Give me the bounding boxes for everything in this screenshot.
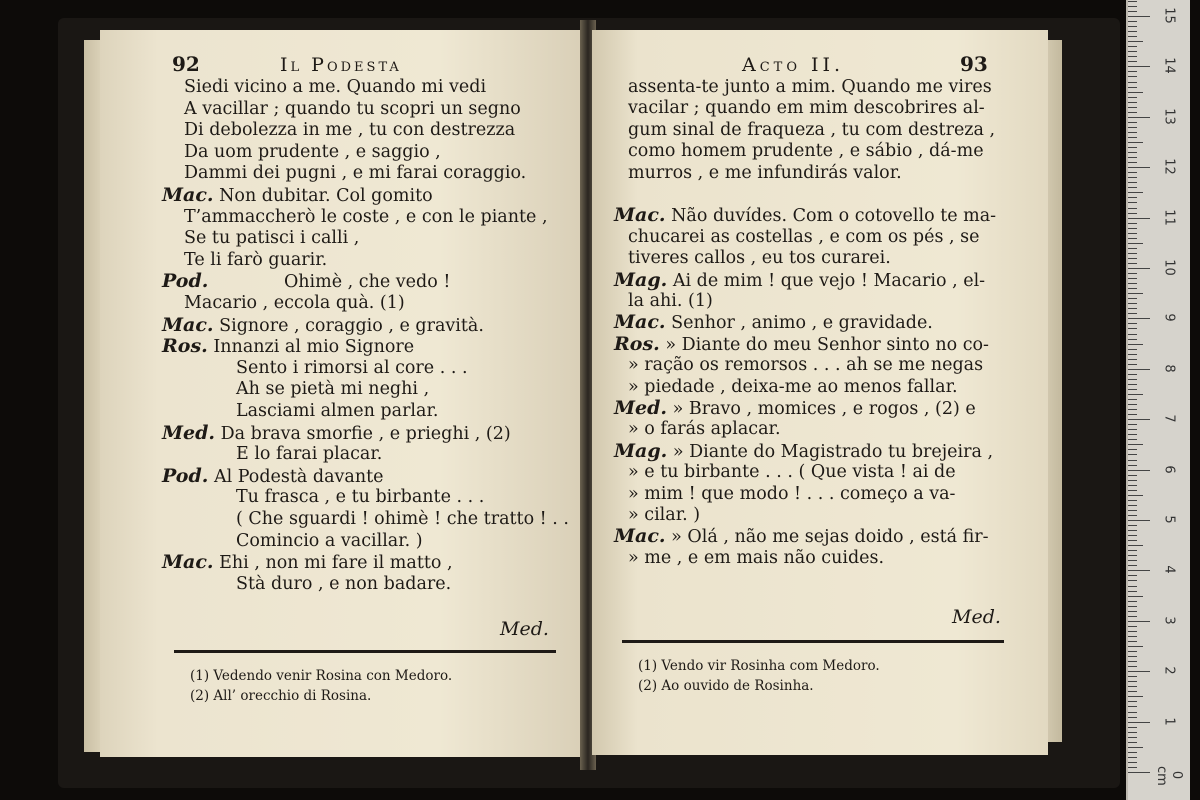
line-text: [614, 184, 628, 204]
ruler-tick: [1128, 651, 1137, 652]
left-text-line: [162, 551, 453, 574]
ruler-tick: [1128, 424, 1137, 425]
ruler-number: 2: [1161, 666, 1177, 675]
line-text: Di debolezza in me , tu con destrezza: [184, 120, 516, 141]
ruler-number: 6: [1161, 464, 1177, 474]
ruler-tick: [1128, 666, 1137, 667]
ruler-tick: [1128, 87, 1137, 88]
ruler-tick: [1128, 1, 1137, 2]
ruler-tick: [1128, 701, 1137, 702]
ruler-tick: [1128, 11, 1137, 12]
ruler-tick: [1128, 641, 1137, 642]
ruler-tick: [1128, 66, 1150, 67]
right-page: [592, 30, 1048, 755]
ruler-tick: [1128, 364, 1137, 365]
left-text-line: [162, 184, 433, 207]
ruler-tick: [1128, 258, 1137, 259]
right-text-line: [614, 140, 984, 162]
ruler-tick: [1128, 671, 1150, 672]
ruler-tick: [1128, 248, 1137, 249]
line-text: » o farás aplacar.: [628, 419, 781, 440]
ruler-tick: [1128, 737, 1137, 738]
ruler-tick: [1128, 152, 1137, 153]
ruler-tick: [1128, 177, 1137, 178]
ruler-tick: [1128, 318, 1150, 319]
ruler-tick: [1128, 404, 1137, 405]
left-text-line: [162, 530, 423, 552]
ruler-number: 10: [1161, 259, 1177, 276]
ruler-tick: [1128, 26, 1137, 27]
ruler-tick: [1128, 167, 1150, 168]
ruler-tick: [1128, 555, 1137, 556]
speaker-label: Ros.: [162, 335, 208, 358]
ruler-tick: [1128, 303, 1137, 304]
right-text-line: [614, 418, 781, 440]
ruler-tick: [1128, 596, 1143, 597]
ruler-tick: [1128, 339, 1137, 340]
line-text: » Olá , não me sejas doido , está fir-: [671, 527, 989, 548]
ruler-tick: [1128, 253, 1137, 254]
speaker-label: Pod.: [162, 270, 209, 293]
ruler-tick: [1128, 500, 1137, 501]
right-text-line: [614, 525, 989, 548]
ruler-tick: [1128, 187, 1137, 188]
right-text-line: [614, 290, 713, 312]
ruler-tick: [1128, 359, 1137, 360]
ruler-tick: [1128, 439, 1137, 440]
ruler-tick: [1128, 218, 1150, 219]
line-text: E lo farai placar.: [236, 444, 383, 465]
left-text-line: [162, 162, 526, 184]
speaker-label: Med.: [162, 421, 216, 444]
right-text-line: [614, 547, 884, 569]
ruler-number: 8: [1161, 364, 1177, 373]
ruler-tick: [1128, 344, 1143, 345]
ruler-tick: [1128, 268, 1150, 269]
ruler-tick: [1128, 213, 1137, 214]
line-text: assenta-te junto a mim. Quando me vires: [628, 77, 992, 97]
ruler-tick: [1128, 545, 1143, 546]
ruler-tick: [1128, 772, 1150, 773]
line-text: murros , e me infundirás valor.: [628, 162, 902, 183]
line-text: Innanzi al mio Signore: [213, 337, 415, 358]
ruler-tick: [1128, 681, 1137, 682]
ruler-tick: [1128, 490, 1137, 491]
ruler-tick: [1128, 480, 1137, 481]
ruler-tick: [1128, 41, 1143, 42]
ruler-number: 3: [1161, 616, 1177, 625]
ruler-tick: [1128, 530, 1137, 531]
right-text-line: [614, 97, 985, 119]
line-text: chucarei as costellas , e com os pés , se: [628, 226, 980, 247]
speaker-label: Mac.: [614, 311, 666, 334]
line-text: Ehi , non mi fare il matto ,: [219, 553, 453, 574]
line-text: Tu frasca , e tu birbante . . .: [236, 487, 485, 508]
ruler-tick: [1128, 142, 1143, 143]
ruler-tick: [1128, 570, 1150, 571]
ruler-tick: [1128, 762, 1137, 763]
right-text-line: [614, 440, 993, 463]
ruler-tick: [1128, 485, 1137, 486]
right-footnote-1: (1) Vendo vir Rosinha com Medoro.: [638, 658, 880, 674]
ruler-tick: [1128, 535, 1137, 536]
ruler-tick: [1128, 656, 1137, 657]
ruler-tick: [1128, 626, 1137, 627]
ruler-tick: [1128, 460, 1137, 461]
ruler-tick: [1128, 182, 1137, 183]
line-text: A vacillar ; quando tu scopri un segno: [184, 98, 521, 119]
ruler-tick: [1128, 31, 1137, 32]
right-text-line: [614, 247, 891, 269]
line-text: ( Che sguardi ! ohimè ! che tratto ! . .: [236, 509, 569, 529]
ruler-tick: [1128, 328, 1137, 329]
ruler-tick: [1128, 82, 1137, 83]
ruler-number: 9: [1161, 313, 1177, 323]
line-text: T’ammaccherò le coste , e con le piante ,: [184, 206, 548, 227]
right-text-line: [614, 354, 983, 376]
left-text-line: [162, 486, 484, 508]
ruler-tick: [1128, 454, 1137, 455]
ruler-tick: [1128, 233, 1137, 234]
left-text-line: [162, 378, 429, 400]
ruler-tick: [1128, 21, 1137, 22]
ruler-tick: [1128, 591, 1137, 592]
ruler-tick: [1128, 580, 1137, 581]
right-text-line: [614, 461, 956, 483]
ruler-tick: [1128, 399, 1137, 400]
ruler-number: 12: [1161, 158, 1177, 175]
ruler-tick: [1128, 696, 1143, 697]
ruler-tick: [1128, 676, 1137, 677]
ruler-tick: [1128, 107, 1137, 108]
right-text-line: [614, 119, 995, 141]
line-text: Non dubitar. Col gomito: [219, 186, 433, 206]
left-text-line: [162, 443, 382, 465]
ruler-tick: [1128, 470, 1150, 471]
right-text-line: [614, 162, 902, 184]
line-text: » ração os remorsos . . . ah se me negas: [628, 355, 984, 376]
ruler-tick: [1128, 349, 1137, 350]
ruler-tick: [1128, 631, 1137, 632]
line-text: Ah se pietà mi neghi ,: [236, 379, 430, 400]
ruler-tick: [1128, 147, 1137, 148]
ruler-tick: [1128, 122, 1137, 123]
left-text-line: [162, 98, 521, 120]
ruler-tick: [1128, 712, 1137, 713]
ruler-tick: [1128, 515, 1137, 516]
ruler-number: 1: [1161, 716, 1177, 726]
ruler-tick: [1128, 520, 1150, 521]
line-text: gum sinal de fraqueza , tu com destreza ,: [628, 119, 996, 140]
left-text-line: [162, 292, 405, 314]
line-text: Senhor , animo , e gravidade.: [671, 313, 933, 334]
speaker-label: Ros.: [614, 332, 660, 355]
right-text-line: [614, 397, 976, 420]
line-text: como homem prudente , e sábio , dá-me: [628, 141, 984, 162]
right-text-line: [614, 76, 992, 98]
line-text: » cilar. ): [628, 505, 701, 525]
right-text-line: [614, 204, 996, 227]
ruler-tick: [1128, 6, 1137, 7]
ruler-tick: [1128, 540, 1137, 541]
left-text-line: [162, 314, 484, 337]
ruler-tick: [1128, 717, 1137, 718]
ruler-tick: [1128, 394, 1143, 395]
ruler-tick: [1128, 202, 1137, 203]
ruler-tick: [1128, 732, 1137, 733]
line-text: » piedade , deixa-me ao menos fallar.: [628, 376, 958, 397]
ruler-tick: [1128, 197, 1137, 198]
speaker-label: Mag.: [614, 268, 668, 291]
ruler-tick: [1128, 132, 1137, 133]
ruler-tick: [1128, 379, 1137, 380]
speaker-label: Mag.: [614, 439, 668, 462]
ruler-tick: [1128, 36, 1137, 37]
ruler-tick: [1128, 71, 1137, 72]
left-text-line: [162, 270, 450, 293]
measuring-ruler: [1126, 0, 1190, 800]
left-text-line: [162, 357, 468, 379]
ruler-tick: [1128, 691, 1137, 692]
ruler-tick: [1128, 228, 1137, 229]
left-text-line: [162, 249, 327, 271]
ruler-number: 5: [1161, 515, 1177, 524]
ruler-tick: [1128, 434, 1137, 435]
ruler-tick: [1128, 727, 1137, 728]
line-text: Te li farò guarir.: [184, 249, 328, 270]
ruler-tick: [1128, 475, 1137, 476]
ruler-tick: [1128, 661, 1137, 662]
left-text-line: [162, 573, 451, 595]
ruler-tick: [1128, 283, 1137, 284]
ruler-tick: [1128, 616, 1137, 617]
ruler-tick: [1128, 263, 1137, 264]
ruler-tick: [1128, 465, 1137, 466]
ruler-tick: [1128, 636, 1137, 637]
line-text: » Diante do meu Senhor sinto no co-: [665, 334, 989, 355]
line-text: Sento i rimorsi al core . . .: [236, 357, 468, 378]
ruler-tick: [1128, 606, 1137, 607]
ruler-tick: [1128, 575, 1137, 576]
ruler-number: 4: [1161, 565, 1177, 575]
line-text: » Diante do Magistrado tu brejeira ,: [672, 441, 994, 462]
line-text: Se tu patisci i calli ,: [184, 228, 360, 249]
left-catchword: Med.: [500, 618, 549, 640]
line-text: » e tu birbante . . . ( Que vista ! ai de: [628, 462, 956, 483]
ruler-number: 13: [1161, 108, 1177, 125]
ruler-tick: [1128, 429, 1137, 430]
ruler-tick: [1128, 414, 1137, 415]
line-text: tiveres callos , eu tos curarei.: [628, 248, 891, 269]
ruler-tick: [1128, 172, 1137, 173]
ruler-tick: [1128, 747, 1143, 748]
ruler-tick: [1128, 117, 1150, 118]
speaker-label: Mac.: [162, 184, 214, 206]
left-page-number: 92: [172, 52, 200, 76]
ruler-tick: [1128, 56, 1137, 57]
line-text: Macario , eccola quà. (1): [184, 293, 405, 313]
line-text: Ai de mim ! que vejo ! Macario , el-: [672, 270, 986, 291]
right-text-line: [614, 311, 933, 334]
ruler-tick: [1128, 157, 1137, 158]
ruler-tick: [1128, 389, 1137, 390]
ruler-tick: [1128, 510, 1137, 511]
ruler-tick: [1128, 112, 1137, 113]
ruler-tick: [1128, 706, 1137, 707]
ruler-tick: [1128, 278, 1137, 279]
right-text-line: [614, 269, 985, 292]
speaker-label: Med.: [614, 397, 668, 419]
speaker-label: Mac.: [162, 313, 214, 336]
ruler-tick: [1128, 722, 1150, 723]
left-text-line: [162, 76, 486, 98]
ruler-number: 15: [1161, 7, 1177, 24]
ruler-tick: [1128, 102, 1137, 103]
left-text-line: [162, 400, 438, 422]
line-text: Dammi dei pugni , e mi farai coraggio.: [184, 163, 527, 184]
left-text-line: [162, 465, 384, 488]
line-text: » me , e em mais não cuides.: [628, 547, 885, 568]
ruler-unit-label: 0 cm: [1154, 766, 1184, 786]
left-text-line: [162, 206, 548, 228]
ruler-tick: [1128, 238, 1137, 239]
line-text: Lasciami almen parlar.: [236, 401, 439, 421]
line-text: Da brava smorfie , e prieghi , (2): [220, 423, 511, 444]
ruler-tick: [1128, 449, 1137, 450]
ruler-number: 11: [1161, 208, 1177, 226]
ruler-tick: [1128, 495, 1143, 496]
line-text: la ahi. (1): [628, 291, 713, 311]
ruler-tick: [1128, 192, 1143, 193]
line-text: vacilar ; quando em mim descobrires al-: [628, 98, 985, 119]
ruler-tick: [1128, 46, 1137, 47]
right-text-line: [614, 483, 955, 505]
ruler-tick: [1128, 293, 1143, 294]
ruler-number: 14: [1161, 57, 1177, 75]
left-page: [100, 30, 585, 757]
ruler-tick: [1128, 76, 1137, 77]
ruler-tick: [1128, 127, 1137, 128]
ruler-tick: [1128, 752, 1137, 753]
right-text-line: [614, 226, 980, 248]
line-text: Al Podestà davante: [213, 466, 384, 487]
ruler-tick: [1128, 742, 1137, 743]
ruler-tick: [1128, 208, 1137, 209]
right-text-line: [614, 183, 628, 205]
ruler-tick: [1128, 565, 1137, 566]
ruler-tick: [1128, 313, 1137, 314]
line-text: » mim ! que modo ! . . . começo a va-: [628, 483, 956, 504]
left-text-line: [162, 335, 414, 358]
line-text: Signore , coraggio , e gravità.: [219, 315, 484, 336]
ruler-tick: [1128, 601, 1137, 602]
speaker-label: Mac.: [162, 551, 214, 574]
ruler-tick: [1128, 334, 1137, 335]
ruler-tick: [1128, 97, 1137, 98]
ruler-tick: [1128, 409, 1137, 410]
ruler-tick: [1128, 757, 1137, 758]
left-text-line: [162, 141, 441, 163]
ruler-tick: [1128, 419, 1150, 420]
ruler-tick: [1128, 61, 1137, 62]
ruler-tick: [1128, 369, 1150, 370]
speaker-label: Mac.: [614, 204, 666, 227]
left-footnote-1: (1) Vedendo venir Rosina con Medoro.: [190, 668, 453, 684]
ruler-tick: [1128, 354, 1137, 355]
ruler-tick: [1128, 767, 1137, 768]
left-text-line: [162, 227, 359, 249]
line-text: Ohimè , che vedo !: [283, 272, 451, 293]
left-running-header: Il Podesta: [280, 54, 402, 76]
right-text-line: [614, 376, 958, 398]
ruler-tick: [1128, 374, 1137, 375]
ruler-tick: [1128, 560, 1137, 561]
ruler-tick: [1128, 611, 1137, 612]
left-text-line: [162, 508, 569, 530]
speaker-label: Mac.: [614, 525, 666, 548]
ruler-number: 7: [1161, 414, 1177, 423]
ruler-tick: [1128, 288, 1137, 289]
ruler-tick: [1128, 308, 1137, 309]
ruler-tick: [1128, 525, 1137, 526]
left-footnote-rule: [174, 650, 556, 653]
ruler-tick: [1128, 444, 1143, 445]
right-running-header: Acto II.: [742, 54, 845, 76]
ruler-tick: [1128, 550, 1137, 551]
right-footnote-2: (2) Ao ouvido de Rosinha.: [638, 678, 814, 694]
line-text: Siedi vicino a me. Quando mi vedi: [184, 77, 487, 97]
ruler-tick: [1128, 621, 1150, 622]
right-page-number: 93: [960, 52, 988, 76]
line-text: » Bravo , momices , e rogos , (2) e: [672, 399, 976, 419]
ruler-tick: [1128, 243, 1143, 244]
right-text-line: [614, 333, 989, 356]
right-catchword: Med.: [952, 606, 1001, 628]
ruler-tick: [1128, 137, 1137, 138]
left-text-line: [162, 119, 515, 141]
ruler-tick: [1128, 505, 1137, 506]
ruler-tick: [1128, 16, 1150, 17]
speaker-label: Pod.: [162, 464, 209, 487]
ruler-tick: [1128, 384, 1137, 385]
line-text: Da uom prudente , e saggio ,: [184, 141, 441, 162]
right-footnote-rule: [622, 640, 1004, 643]
ruler-tick: [1128, 92, 1143, 93]
ruler-tick: [1128, 223, 1137, 224]
line-text: Não duvídes. Com o cotovello te ma-: [671, 206, 997, 227]
ruler-tick: [1128, 298, 1137, 299]
ruler-tick: [1128, 646, 1143, 647]
right-text-line: [614, 504, 700, 526]
ruler-tick: [1128, 586, 1137, 587]
ruler-tick: [1128, 273, 1137, 274]
line-text: Comincio a vacillar. ): [236, 530, 423, 551]
left-footnote-2: (2) All’ orecchio di Rosina.: [190, 688, 372, 704]
ruler-tick: [1128, 162, 1137, 163]
line-text: Stà duro , e non badare.: [236, 573, 452, 594]
ruler-tick: [1128, 51, 1137, 52]
ruler-tick: [1128, 686, 1137, 687]
ruler-tick: [1128, 323, 1137, 324]
left-text-line: [162, 422, 511, 445]
